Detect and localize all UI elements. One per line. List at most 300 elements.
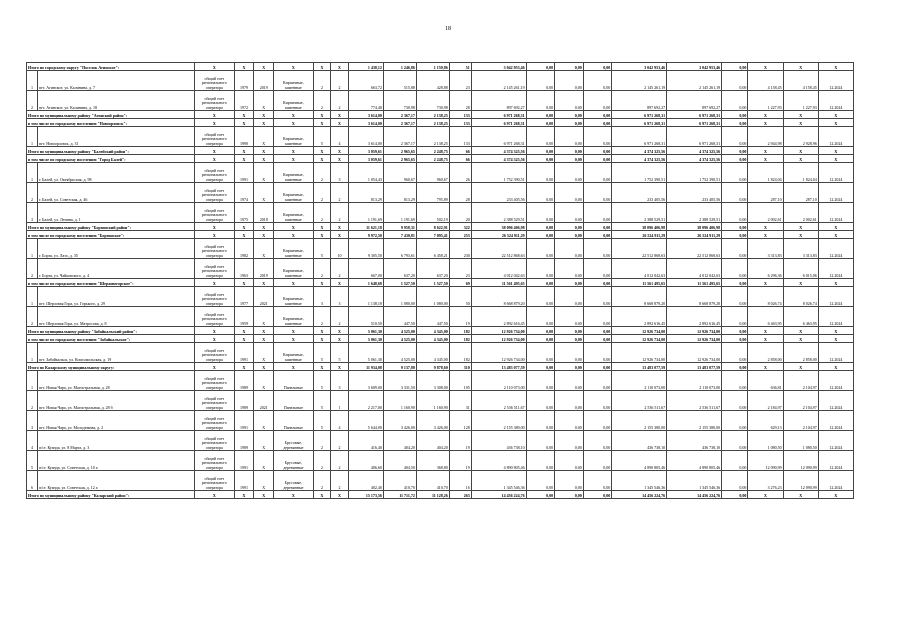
cell: 4 158,45: [748, 71, 783, 91]
cell: 0,00: [526, 163, 555, 183]
cell: 0,00: [526, 147, 555, 155]
cell: 6 971 268,31: [612, 111, 667, 119]
cell: 1 345 546,36: [471, 471, 526, 491]
cell: Х: [331, 363, 349, 371]
cell: Х: [195, 363, 235, 371]
fund-method-cell: общий счет регионального оператора: [195, 391, 235, 411]
fund-method-cell: общий счет регионального оператора: [195, 371, 235, 391]
fund-method-cell: общий счет регионального оператора: [195, 259, 235, 279]
cell: 3 426,00: [416, 411, 449, 431]
cell: 9 878,60: [416, 363, 449, 371]
floors-cell: 2: [313, 91, 331, 111]
cell: 0,00: [555, 391, 584, 411]
cell: Х: [254, 119, 274, 127]
cell: 2 892 616,45: [471, 307, 526, 327]
year-built-cell: 1989: [234, 431, 254, 451]
cell: 0,00: [722, 491, 748, 499]
cell: 502,19: [416, 203, 449, 223]
address-cell: п/ст. Куанда, ул. Советская, д. 12 а: [37, 471, 194, 491]
fund-method-cell: общий счет регионального оператора: [195, 431, 235, 451]
housing-repair-table: [26, 62, 854, 499]
table-row: [27, 91, 854, 111]
cell: 0,00: [722, 163, 748, 183]
cell: 0,00: [526, 327, 555, 335]
year-repair-cell: Х: [254, 91, 274, 111]
cell: 3 042 953,46: [612, 63, 667, 71]
cell: 795,89: [416, 183, 449, 203]
cell: 15 173,56: [348, 491, 383, 499]
cell: Х: [234, 335, 254, 343]
cell: 4 890 805,46: [471, 451, 526, 471]
row-number: 2: [27, 91, 38, 111]
cell: 2 858,00: [748, 343, 783, 363]
cell: Х: [274, 63, 314, 71]
cell: 0,00: [555, 451, 584, 471]
cell: 0,00: [526, 91, 555, 111]
floors-cell: 5: [313, 371, 331, 391]
entrances-cell: 3: [331, 287, 349, 307]
cell: 23: [449, 259, 471, 279]
cell: 447,50: [383, 307, 416, 327]
cell: 0,00: [555, 223, 584, 231]
cell: 26 524 911,29: [612, 231, 667, 239]
cell: 5 644,00: [348, 411, 383, 431]
fund-method-cell: общий счет регионального оператора: [195, 71, 235, 91]
subtotal-row: [27, 119, 854, 127]
year-built-cell: 1990: [234, 127, 254, 147]
fund-method-cell: общий счет регионального оператора: [195, 451, 235, 471]
cell: Х: [234, 279, 254, 287]
wall-material-cell: Кирпичные, каменные: [274, 203, 314, 223]
cell: Х: [331, 147, 349, 155]
cell: Х: [818, 111, 853, 119]
cell: 12 926 734,00: [667, 327, 722, 335]
floors-cell: 2: [313, 451, 331, 471]
cell: 0,00: [583, 203, 612, 223]
cell: 8 026,74: [748, 287, 783, 307]
cell: 322: [449, 223, 471, 231]
cell: 233 405,56: [471, 183, 526, 203]
cell: 0,00: [526, 279, 555, 287]
year-built-cell: 1991: [234, 163, 254, 183]
cell: 12.2024: [818, 431, 853, 451]
cell: 0,00: [555, 287, 584, 307]
cell: 404,20: [416, 431, 449, 451]
table-row: [27, 451, 854, 471]
entrances-cell: 2: [331, 307, 349, 327]
cell: 0,00: [526, 155, 555, 163]
wall-material-cell: Панельные: [274, 371, 314, 391]
cell: 436 738,10: [612, 431, 667, 451]
row-number: 5: [27, 451, 38, 471]
cell: 4 345,00: [416, 327, 449, 335]
cell: 0,00: [722, 71, 748, 91]
cell: 0,00: [526, 119, 555, 127]
floors-cell: 5: [313, 391, 331, 411]
cell: 11 561 495,65: [471, 279, 526, 287]
cell: 2 248,75: [416, 155, 449, 163]
cell: 0,00: [583, 119, 612, 127]
cell: 0,00: [555, 471, 584, 491]
cell: 416,40: [348, 431, 383, 451]
entrances-cell: 1: [331, 391, 349, 411]
wall-material-cell: Кирпичные, каменные: [274, 307, 314, 327]
cell: 230: [449, 239, 471, 259]
year-repair-cell: 2021: [254, 287, 274, 307]
cell: 0,00: [722, 111, 748, 119]
cell: Х: [195, 231, 235, 239]
fund-method-cell: общий счет регионального оператора: [195, 471, 235, 491]
cell: 38 096 406,98: [471, 223, 526, 231]
cell: 2 155 380,00: [471, 411, 526, 431]
cell: Х: [313, 327, 331, 335]
cell: 0,00: [583, 471, 612, 491]
cell: Х: [254, 111, 274, 119]
cell: 629,13: [748, 411, 783, 431]
cell: 11 561 495,65: [612, 279, 667, 287]
address-cell: пгт. Новая Чара, ул. Молодежная, д. 2: [37, 411, 194, 431]
cell: 0,00: [583, 91, 612, 111]
cell: 0,00: [555, 203, 584, 223]
cell: 2 892 616,45: [612, 307, 667, 327]
cell: 38 096 406,98: [612, 223, 667, 231]
cell: 0,00: [555, 335, 584, 343]
cell: 12.2024: [818, 287, 853, 307]
cell: Х: [313, 111, 331, 119]
floors-cell: 3: [313, 287, 331, 307]
year-repair-cell: Х: [254, 183, 274, 203]
cell: 0,00: [555, 239, 584, 259]
cell: 6 793,61: [383, 239, 416, 259]
cell: 19: [449, 431, 471, 451]
cell: 0,00: [583, 287, 612, 307]
wall-material-cell: Кирпичные, каменные: [274, 163, 314, 183]
cell: 0,00: [555, 111, 584, 119]
cell: 16: [449, 471, 471, 491]
cell: 0,00: [555, 231, 584, 239]
cell: 3 059,61: [348, 155, 383, 163]
cell: Х: [195, 279, 235, 287]
cell: 3 614,00: [348, 127, 383, 147]
cell: Х: [254, 147, 274, 155]
entrances-cell: 2: [331, 471, 349, 491]
subtotal-row: [27, 279, 854, 287]
cell: 0,00: [722, 119, 748, 127]
cell: 14 456 224,76: [612, 491, 667, 499]
address-cell: г. Балей, ул. Советская, д. 46: [37, 183, 194, 203]
cell: 1 752 390,51: [471, 163, 526, 183]
floors-cell: 2: [313, 203, 331, 223]
cell: 2 892 616,45: [667, 307, 722, 327]
cell: 19: [449, 451, 471, 471]
cell: 2 138,25: [416, 119, 449, 127]
cell: Х: [313, 63, 331, 71]
address-cell: п/ст. Куанда, ул. 8 Марта, д. 3: [37, 431, 194, 451]
year-built-cell: 1974: [234, 183, 254, 203]
cell: 12.2024: [818, 259, 853, 279]
cell: 8 668 879,20: [667, 287, 722, 307]
cell: Х: [234, 491, 254, 499]
row-number: 3: [27, 203, 38, 223]
cell: 3 614,00: [348, 119, 383, 127]
cell: Х: [748, 155, 783, 163]
row-number: 1: [27, 127, 38, 147]
row-number: 1: [27, 371, 38, 391]
cell: Х: [313, 335, 331, 343]
cell: 4 374 325,56: [471, 147, 526, 155]
wall-material-cell: Панельные: [274, 391, 314, 411]
cell: 233 405,56: [612, 183, 667, 203]
cell: 6 015,06: [783, 259, 818, 279]
cell: 0,00: [722, 431, 748, 451]
year-repair-cell: Х: [254, 411, 274, 431]
cell: 2 248,75: [416, 147, 449, 155]
cell: 11 621,18: [348, 223, 383, 231]
year-repair-cell: Х: [254, 163, 274, 183]
entrances-cell: 10: [331, 239, 349, 259]
row-number: 1: [27, 287, 38, 307]
cell: Х: [313, 223, 331, 231]
cell: 4 374 325,56: [667, 147, 722, 155]
cell: 2 388 529,51: [471, 203, 526, 223]
cell: 0,00: [722, 371, 748, 391]
cell: Х: [195, 335, 235, 343]
row-number: 1: [27, 71, 38, 91]
cell: Х: [254, 223, 274, 231]
cell: 0,00: [722, 363, 748, 371]
cell: 447,50: [416, 307, 449, 327]
cell: 12 926 734,00: [612, 343, 667, 363]
cell: 2 002,61: [783, 203, 818, 223]
entrances-cell: 2: [331, 91, 349, 111]
cell: 0,00: [555, 307, 584, 327]
cell: 2 155 380,00: [667, 411, 722, 431]
cell: 6 971 268,31: [612, 119, 667, 127]
cell: Х: [783, 119, 818, 127]
cell: 0,00: [526, 491, 555, 499]
cell: Х: [331, 491, 349, 499]
cell: Х: [818, 363, 853, 371]
fund-method-cell: общий счет регионального оператора: [195, 163, 235, 183]
cell: 11 128,26: [416, 491, 449, 499]
cell: 0,00: [722, 147, 748, 155]
year-built-cell: 1977: [234, 287, 254, 307]
cell: 22 512 868,63: [612, 239, 667, 259]
cell: Х: [274, 231, 314, 239]
cell: 2 138,25: [416, 111, 449, 119]
cell: 2 110 073,00: [612, 371, 667, 391]
cell: 637,20: [416, 259, 449, 279]
year-built-cell: 1972: [234, 91, 254, 111]
subtotal-label: Итого по муниципальному району "Каларский район":: [27, 491, 195, 499]
cell: 66: [449, 147, 471, 155]
cell: 402,40: [348, 471, 383, 491]
cell: 1 080,50: [783, 431, 818, 451]
subtotal-row: [27, 111, 854, 119]
floors-cell: 5: [313, 127, 331, 147]
cell: Х: [254, 327, 274, 335]
cell: 3 331,50: [383, 371, 416, 391]
cell: 4 890 805,46: [667, 451, 722, 471]
cell: 2 388 529,51: [667, 203, 722, 223]
cell: 2 155 380,00: [612, 411, 667, 431]
subtotal-label: в том числе по городскому поселению "Город Балей":: [27, 155, 195, 163]
cell: 2 965,65: [383, 155, 416, 163]
cell: 12.2024: [818, 239, 853, 259]
cell: 6 971 268,31: [667, 127, 722, 147]
cell: 2 965,65: [383, 147, 416, 155]
cell: 1 138,18: [348, 287, 383, 307]
cell: 0,00: [583, 491, 612, 499]
cell: 0,00: [555, 183, 584, 203]
cell: 105: [449, 371, 471, 391]
address-cell: г. Балей, ул. Ленина, д. 1: [37, 203, 194, 223]
cell: 0,00: [555, 163, 584, 183]
table-row: [27, 431, 854, 451]
cell: Х: [818, 223, 853, 231]
year-built-cell: 1991: [234, 411, 254, 431]
floors-cell: 5: [313, 411, 331, 431]
cell: Х: [254, 279, 274, 287]
address-cell: г. Борзя, ул. Лазо, д. 35: [37, 239, 194, 259]
address-cell: пгт. Агинское, ул. Калинина, д. 7: [37, 71, 194, 91]
cell: 263: [449, 491, 471, 499]
cell: 6 971 268,31: [612, 127, 667, 147]
cell: 19: [449, 307, 471, 327]
cell: Х: [331, 279, 349, 287]
entrances-cell: 2: [331, 431, 349, 451]
cell: Х: [818, 279, 853, 287]
cell: 0,00: [722, 335, 748, 343]
table-row: [27, 203, 854, 223]
year-built-cell: 1989: [234, 391, 254, 411]
cell: 2 367,17: [383, 119, 416, 127]
cell: 0,00: [583, 343, 612, 363]
cell: 31: [449, 391, 471, 411]
cell: 2 184,97: [748, 391, 783, 411]
floors-cell: 2: [313, 163, 331, 183]
cell: Х: [195, 155, 235, 163]
cell: Х: [234, 63, 254, 71]
entrances-cell: 3: [331, 163, 349, 183]
cell: 4 374 325,56: [612, 155, 667, 163]
cell: 1 752 390,51: [667, 163, 722, 183]
cell: 38 096 406,98: [667, 223, 722, 231]
wall-material-cell: Кирпичные, каменные: [274, 127, 314, 147]
cell: 4 012 042,63: [612, 259, 667, 279]
cell: Х: [313, 231, 331, 239]
year-built-cell: 1982: [234, 239, 254, 259]
year-repair-cell: Х: [254, 307, 274, 327]
cell: 12 926 734,00: [612, 327, 667, 335]
cell: 0,00: [526, 431, 555, 451]
cell: 0,00: [555, 259, 584, 279]
cell: 0,00: [526, 239, 555, 259]
cell: Х: [234, 223, 254, 231]
cell: Х: [783, 491, 818, 499]
cell: 0,00: [526, 111, 555, 119]
cell: 26 524 911,29: [471, 231, 526, 239]
cell: 0,00: [583, 307, 612, 327]
cell: 2 388 529,51: [612, 203, 667, 223]
cell: 0,00: [526, 127, 555, 147]
cell: 1 227,93: [783, 91, 818, 111]
cell: Х: [783, 279, 818, 287]
cell: 960,67: [383, 163, 416, 183]
cell: 0,00: [583, 183, 612, 203]
wall-material-cell: Кирпичные, каменные: [274, 259, 314, 279]
entrances-cell: 2: [331, 451, 349, 471]
cell: 0,00: [583, 335, 612, 343]
subtotal-label: Итого по муниципальному району "Балейский район":: [27, 147, 195, 155]
wall-material-cell: Брусовые, деревянные: [274, 451, 314, 471]
table-row: [27, 371, 854, 391]
fund-method-cell: общий счет регионального оператора: [195, 91, 235, 111]
cell: 253: [449, 231, 471, 239]
cell: 0,00: [555, 119, 584, 127]
cell: Х: [195, 491, 235, 499]
subtotal-label: в том числе по городскому поселению "Борзинское":: [27, 231, 195, 239]
cell: Х: [234, 111, 254, 119]
address-cell: пгт. Забайкальск, ул. Комсомольская, д. 19: [37, 343, 194, 363]
year-built-cell: 1991: [234, 343, 254, 363]
cell: 233 405,56: [667, 183, 722, 203]
cell: Х: [274, 111, 314, 119]
cell: 0,00: [555, 71, 584, 91]
cell: 0,00: [555, 491, 584, 499]
cell: 436 738,10: [667, 431, 722, 451]
cell: 11 561 495,65: [667, 279, 722, 287]
row-number: 1: [27, 163, 38, 183]
cell: 20: [449, 203, 471, 223]
cell: 0,00: [583, 259, 612, 279]
cell: 897 692,27: [471, 91, 526, 111]
cell: 5 061,30: [348, 335, 383, 343]
cell: 0,00: [583, 147, 612, 155]
cell: 2 104,97: [783, 411, 818, 431]
cell: 3 313,83: [783, 239, 818, 259]
year-repair-cell: 2019: [254, 259, 274, 279]
cell: 0,00: [526, 411, 555, 431]
table-row: [27, 239, 854, 259]
cell: 0,00: [555, 363, 584, 371]
cell: 813,29: [383, 183, 416, 203]
cell: 2 367,17: [383, 127, 416, 147]
row-number: 4: [27, 431, 38, 451]
cell: 0,00: [583, 391, 612, 411]
cell: 0,00: [722, 343, 748, 363]
cell: 1 191,69: [348, 203, 383, 223]
cell: Х: [783, 63, 818, 71]
cell: Х: [748, 223, 783, 231]
cell: 182: [449, 327, 471, 335]
cell: 0,00: [555, 155, 584, 163]
cell: 0,00: [583, 431, 612, 451]
floors-cell: 2: [313, 183, 331, 203]
year-repair-cell: 2019: [254, 71, 274, 91]
cell: 0,00: [722, 471, 748, 491]
subtotal-label: Итого по муниципальному району "Забайкальский район":: [27, 327, 195, 335]
cell: 3 276,23: [748, 471, 783, 491]
cell: 4 890 805,46: [612, 451, 667, 471]
cell: 636,81: [748, 371, 783, 391]
cell: 128: [449, 411, 471, 431]
cell: 663,72: [348, 71, 383, 91]
cell: 0,00: [722, 391, 748, 411]
fund-method-cell: общий счет регионального оператора: [195, 343, 235, 363]
cell: 8 026,74: [783, 287, 818, 307]
cell: 813,29: [348, 183, 383, 203]
